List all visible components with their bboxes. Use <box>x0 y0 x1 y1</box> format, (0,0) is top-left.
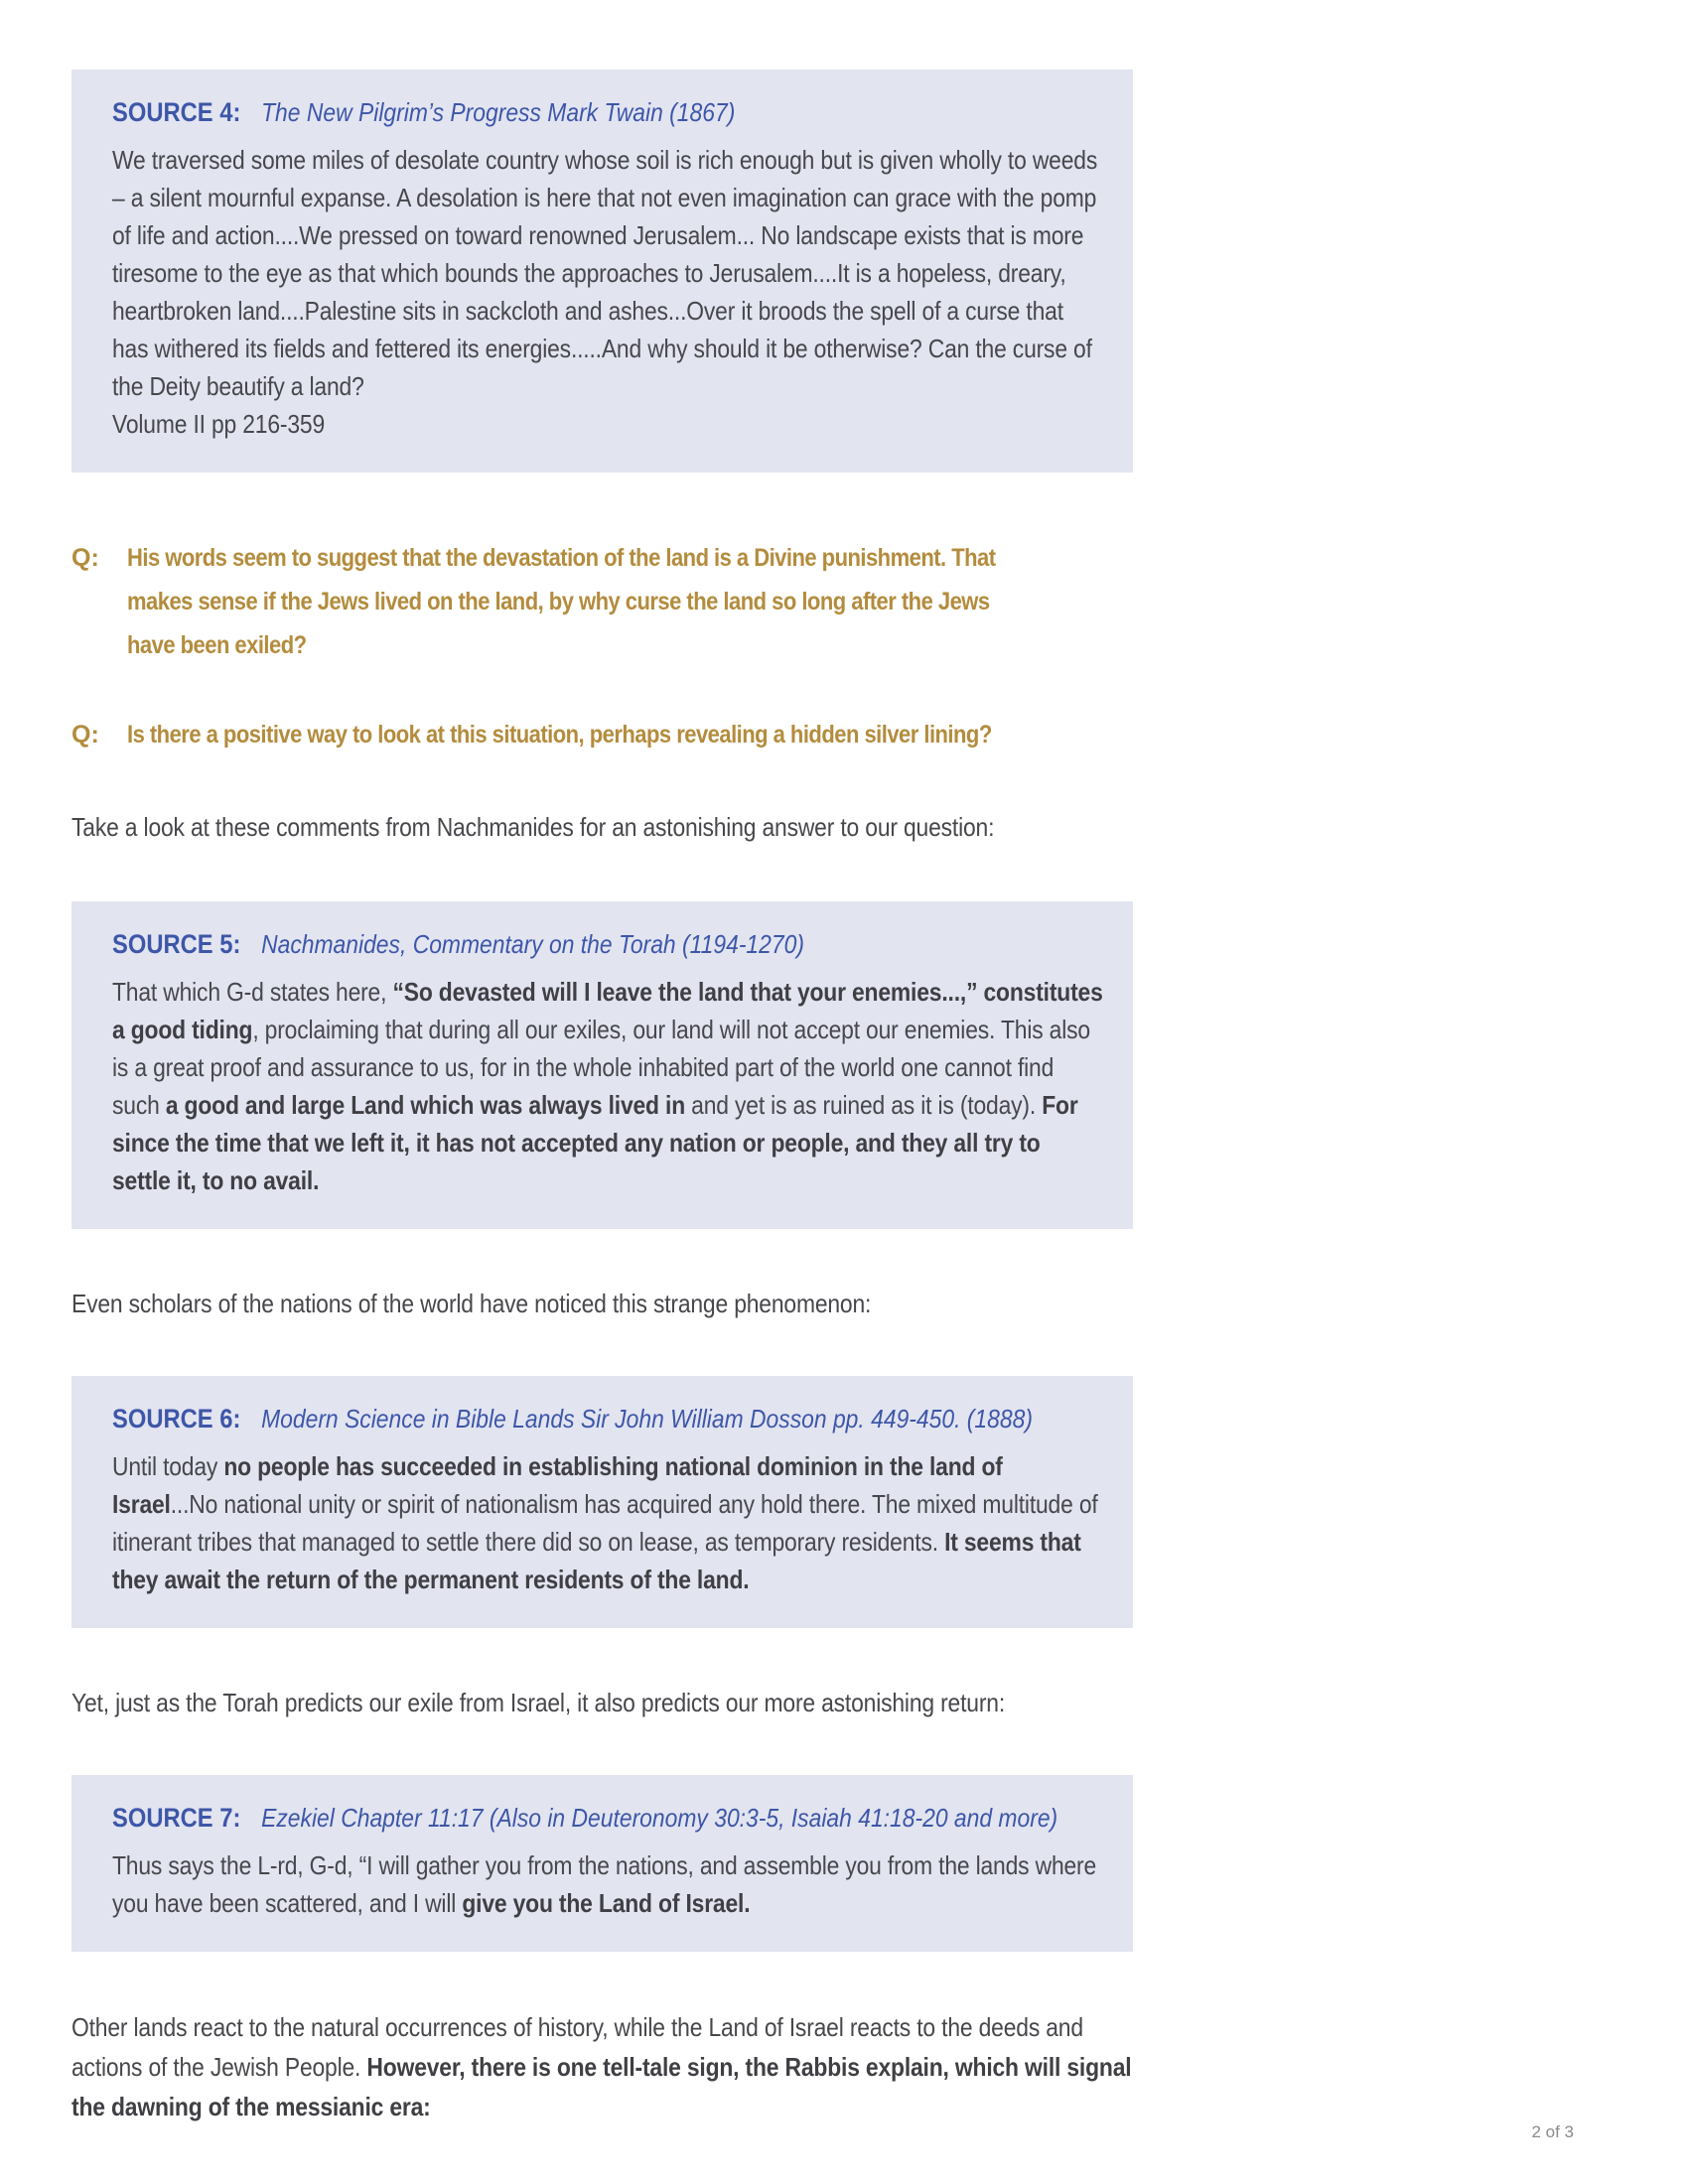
source-4-card <box>71 69 1133 473</box>
question-2 <box>71 713 1133 756</box>
source-6-header <box>112 1402 1103 1435</box>
source-5-card <box>71 901 1133 1229</box>
source-6-label: SOURCE 6: <box>112 1404 241 1433</box>
paragraph-scholars: Even scholars of the nations of the world have noticed this strange phenomenon: <box>71 1289 872 1318</box>
source-4-header <box>112 95 1103 129</box>
question-2-prefix: Q: <box>71 721 99 749</box>
source-4-title: The New Pilgrim’s Progress Mark Twain (1867) <box>261 97 736 127</box>
page-number: 2 of 3 <box>1531 2122 1574 2141</box>
paragraph-closing: Other lands react to the natural occurrences of history, while the Land of Israel reacts to the deeds and actions of the Jewish People. However, there is one tell-tale sign, the Rabbis explain, which will signal the dawning of the messianic era: <box>71 2012 1132 2121</box>
source-5-title: Nachmanides, Commentary on the Torah (1194-1270) <box>261 929 804 959</box>
source-6-body: Until today no people has succeeded in establishing national dominion in the land of Israel...No national unity or spirit of nationalism has acquired any hold there. The mixed multitude of itinerant tribes that managed to settle there did so on lease, as temporary residents. It seems that they await the return of the permanent residents of the land. <box>112 1451 1098 1594</box>
source-6-card <box>71 1376 1133 1628</box>
question-1 <box>71 536 1133 667</box>
source-5-label: SOURCE 5: <box>112 929 241 959</box>
question-1-text: His words seem to suggest that the devastation of the land is a Divine punishment. That makes sense if the Jews lived on the land, by why curse the land so long after the Jews have been exiled? <box>127 544 996 659</box>
source-5-header <box>112 927 1103 961</box>
question-1-prefix: Q: <box>71 544 99 572</box>
paragraph-return-prediction: Yet, just as the Torah predicts our exile from Israel, it also predicts our more astonishing return: <box>71 1688 1006 1717</box>
source-4-body: We traversed some miles of desolate country whose soil is rich enough but is given wholly to weeds – a silent mournful expanse. A desolation is here that not even imagination can grace with the pomp of life and action....We pressed on toward renowned Jerusalem... No landscape exists that is more tiresome to the eye as that which bounds the approaches to Jerusalem....It is a hopeless, dreary, heartbroken land....Palestine sits in sackcloth and ashes...Over it broods the spell of a curse that has withered its fields and fettered its energies.....And why should it be otherwise? Can the curse of the Deity beautify a land? Volume II pp 216-359 <box>112 145 1098 439</box>
source-7-card <box>71 1775 1133 1952</box>
source-7-body: Thus says the L-rd, G-d, “I will gather you from the nations, and assemble you from the lands where you have been scattered, and I will give you the Land of Israel. <box>112 1850 1097 1918</box>
document-content <box>71 0 1133 2126</box>
source-5-body: That which G-d states here, “So devasted will I leave the land that your enemies...,” constitutes a good tiding, proclaiming that during all our exiles, our land will not accept our enemies. This also is a great proof and assurance to us, for in the whole inhabited part of the world one cannot find such a good and large Land which was always lived in and yet is as ruined as it is (today). For since the time that we left it, it has not accepted any nation or people, and they all try to settle it, to no avail. <box>112 977 1103 1195</box>
source-7-label: SOURCE 7: <box>112 1803 241 1833</box>
source-7-header <box>112 1801 1103 1835</box>
source-6-title: Modern Science in Bible Lands Sir John William Dosson pp. 449-450. (1888) <box>261 1404 1033 1433</box>
question-2-text: Is there a positive way to look at this situation, perhaps revealing a hidden silver lining? <box>127 721 992 749</box>
source-4-label: SOURCE 4: <box>112 97 241 127</box>
source-7-title: Ezekiel Chapter 11:17 (Also in Deuteronomy 30:3-5, Isaiah 41:18-20 and more) <box>261 1803 1058 1833</box>
paragraph-intro-nachmanides: Take a look at these comments from Nachmanides for an astonishing answer to our question: <box>71 812 995 842</box>
